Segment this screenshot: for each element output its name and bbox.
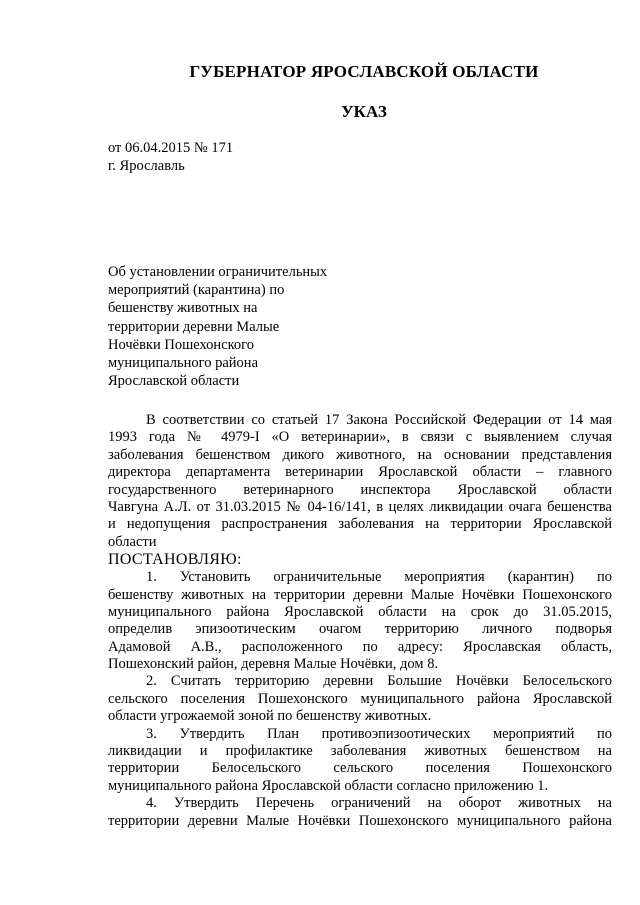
item-line: муниципального района Ярославской области на срок до 31.05.2015, [108, 603, 612, 620]
item-line: 1. Установить ограничительные мероприятия (карантин) по [146, 569, 612, 586]
item-line: бешенству животных на территории деревни Малые Ночёвки Пошехонского [108, 586, 612, 603]
item-line: ликвидации и профилактике заболевания животных бешенством на [108, 743, 612, 760]
item-line: области угрожаемой зоной по бешенству животных. [108, 708, 432, 725]
document-body [108, 412, 612, 830]
document-meta [108, 139, 233, 175]
item-line: 2. Считать территорию деревни Большие Ночёвки Белосельского [146, 673, 612, 690]
item-line: 3. Утвердить План противоэпизоотических мероприятий по [146, 725, 612, 742]
subject-line: Ярославской области [108, 373, 240, 390]
item-line: территории деревни Малые Ночёвки Пошехонского муниципального района [108, 812, 612, 829]
preamble-line: 1993 года № 4979-I «О ветеринарии», в связи с выявлением случая [108, 429, 612, 446]
decree-subject [108, 263, 368, 390]
preamble-line: заболевания бешенством дикого животного, на основании представления [108, 446, 612, 463]
decree-item-4 [108, 795, 612, 830]
decree-item-2 [108, 673, 612, 725]
preamble-line: и недопущения распространения заболевания на территории Ярославской [108, 516, 612, 533]
subject-line: мероприятий (карантина) по [108, 282, 285, 299]
item-line: 4. Утвердить Перечень ограничений на оборот животных на [146, 795, 612, 812]
preamble-line: области [108, 533, 157, 550]
item-line: Адамовой А.В., расположенного по адресу: Ярославская область, [108, 638, 612, 655]
issuing-authority: ГУБЕРНАТОР ЯРОСЛАВСКОЙ ОБЛАСТИ [189, 62, 539, 81]
decree-item-3 [108, 726, 612, 796]
document-type: УКАЗ [341, 102, 387, 121]
preamble-line: В соответствии со статьей 17 Закона Российской Федерации от 14 мая [146, 412, 612, 428]
city: г. Ярославль [108, 158, 185, 174]
item-line: Пошехонский район, деревня Малые Ночёвки, дом 8. [108, 656, 439, 673]
item-line: муниципального района Ярославской области согласно приложению 1. [108, 777, 549, 794]
subject-line: Об установлении ограничительных [108, 264, 328, 280]
item-line: сельского поселения Пошехонского муниципального района Ярославской [108, 690, 612, 707]
item-line: определив эпизоотическим очагом территорию личного подворья [108, 621, 612, 638]
item-line: территории Белосельского сельского поселения Пошехонского [108, 760, 612, 777]
subject-line: бешенству животных на [108, 300, 258, 317]
subject-line: Ночёвки Пошехонского [108, 336, 255, 353]
decree-item-1 [108, 569, 612, 673]
subject-line: территории деревни Малые [108, 318, 280, 335]
preamble-paragraph [108, 412, 612, 551]
decree-word: ПОСТАНОВЛЯЮ: [108, 551, 242, 569]
preamble-line: Чавгуна А.Л. от 31.03.2015 № 04-16/141, в целях ликвидации очага бешенства [108, 498, 612, 515]
subject-line: муниципального района [108, 355, 258, 372]
date-and-number: от 06.04.2015 № 171 [108, 140, 234, 156]
preamble-line: государственного ветеринарного инспектора Ярославской области [108, 481, 612, 498]
preamble-line: директора департамента ветеринарии Ярославской области – главного [108, 464, 612, 481]
